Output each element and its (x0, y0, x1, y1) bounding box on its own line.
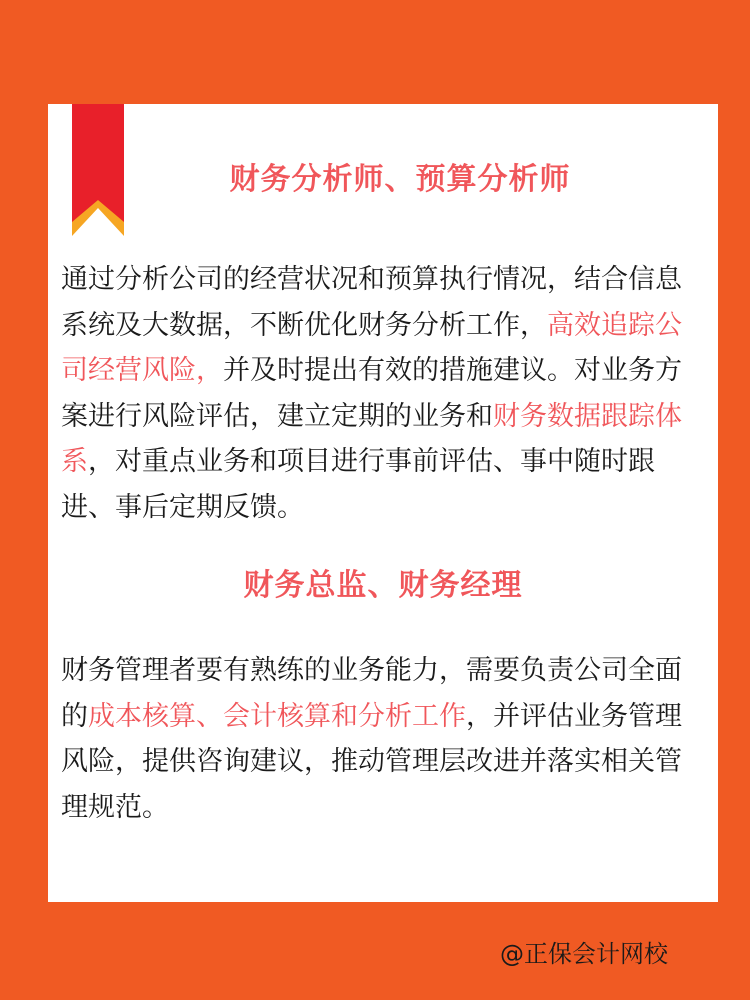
text-line (61, 694, 711, 740)
text-line (61, 485, 711, 531)
body-text: 并及时提出有效的措施建议。对业务方 (223, 355, 682, 386)
section-heading-finance-director: 财务总监、财务经理 (243, 568, 523, 603)
body-text: 进、事后定期反馈。 (61, 491, 304, 523)
section-body-finance-director (61, 648, 711, 830)
body-text: 财务管理者要有熟练的业务能力，需要负责公司全面 (61, 655, 682, 686)
body-text: 理规范。 (61, 791, 169, 823)
body-text: ，并评估业务管理 (466, 700, 682, 732)
text-line (61, 303, 711, 349)
text-line (61, 394, 711, 440)
text-line (61, 439, 711, 485)
body-text: 的 (61, 700, 88, 732)
text-line (61, 348, 711, 394)
watermark-credit: @正保会计网校 (500, 940, 668, 968)
body-text: 案进行风险评估，建立定期的业务和 (61, 400, 493, 432)
body-text: ，对重点业务和项目进行事前评估、事中随时跟 (88, 446, 655, 477)
highlighted-text: 系 (61, 446, 88, 477)
section-heading-financial-analyst: 财务分析师、预算分析师 (229, 162, 571, 197)
highlighted-text: 财务数据跟踪体 (493, 400, 682, 432)
text-line (61, 739, 711, 785)
text-line (61, 648, 711, 694)
body-text: 风险，提供咨询建议，推动管理层改进并落实相关管 (61, 746, 682, 777)
body-text: 系统及大数据，不断优化财务分析工作， (61, 309, 547, 341)
section-body-financial-analyst (61, 257, 711, 530)
text-line (61, 257, 711, 303)
text-line (61, 785, 711, 831)
body-text: 通过分析公司的经营状况和预算执行情况，结合信息 (61, 264, 682, 295)
highlighted-text: 高效追踪公 (547, 309, 682, 341)
highlighted-text: 成本核算、会计核算和分析工作 (88, 700, 466, 732)
highlighted-text: 司经营风险， (61, 355, 223, 386)
